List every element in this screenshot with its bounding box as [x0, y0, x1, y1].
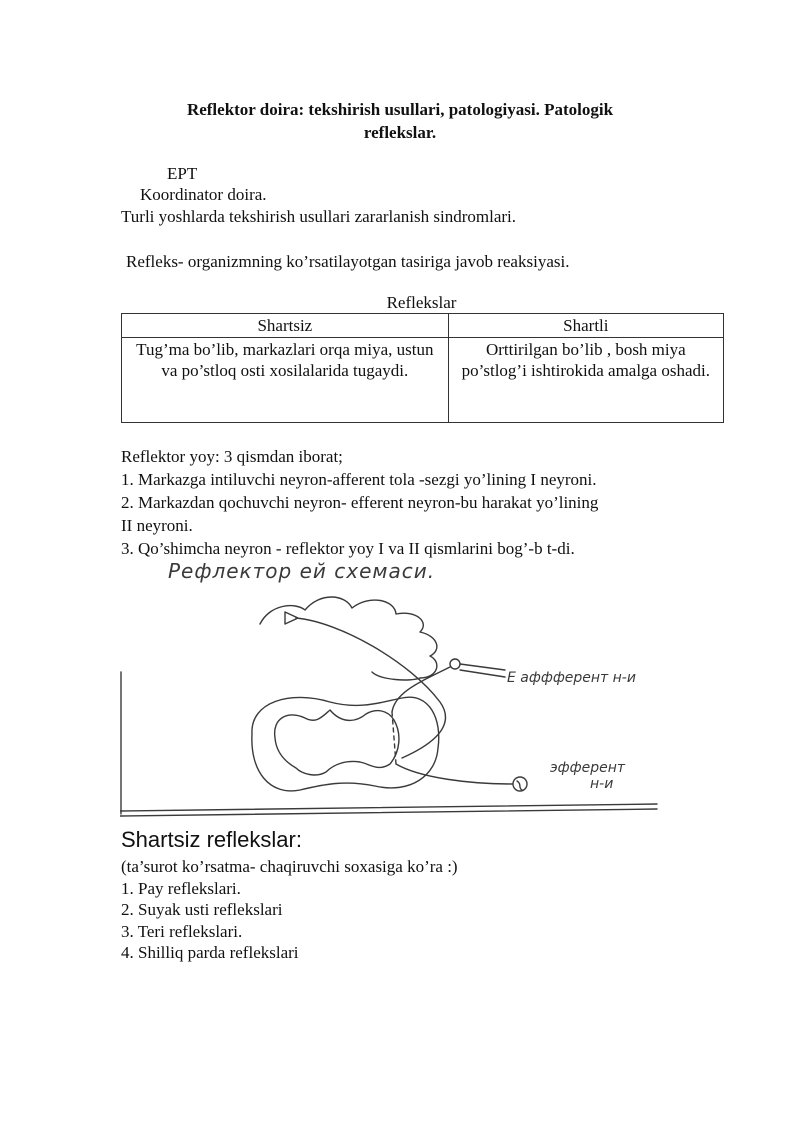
- receptor-cloud-shape: [260, 597, 437, 680]
- list-item: Reflektor yoy: 3 qismdan iborat;: [121, 447, 343, 466]
- efferent-label-line-2: н-и: [590, 776, 614, 792]
- afferent-nerve-line: [392, 667, 505, 712]
- list-item: 4. Shilliq parda reflekslari: [121, 943, 299, 962]
- reflex-table: [121, 313, 724, 423]
- table-row: [122, 338, 724, 423]
- efferent-fiber: [396, 764, 512, 784]
- list-item: II neyroni.: [121, 516, 193, 535]
- gray-matter-shape: [275, 710, 399, 775]
- page-title: [120, 98, 680, 144]
- list-item: 3. Teri reflekslari.: [121, 921, 243, 941]
- spinal-cord-outline: [252, 697, 439, 791]
- afferent-ganglion-shape: [450, 659, 460, 669]
- ept-text: EPT: [167, 164, 198, 183]
- list-item: 1. Markazga intiluvchi neyron-afferent tola -sezgi yo’lining I neyroni.: [121, 470, 597, 489]
- reflex-arc-sketch: [120, 552, 665, 824]
- table-header-shartli: Shartli: [448, 314, 723, 338]
- table-header-shartsiz: Shartsiz: [122, 314, 449, 338]
- table-caption: Reflekslar: [386, 293, 457, 312]
- koordinator-text: Koordinator doira.: [140, 185, 267, 204]
- list-item: (ta’surot ko’rsatma- chaqiruvchi soxasiga ko’ra :): [121, 857, 458, 876]
- refleks-definition: Refleks- organizmning ko’rsatilayotgan tasiriga javob reaksiyasi.: [126, 252, 570, 271]
- table-cell-shartli: Orttirilgan bo’lib , bosh miya po’stlog’i ishtirokida amalga oshadi.: [448, 338, 723, 423]
- reflex-arc-list: [121, 445, 598, 560]
- shartsiz-heading: Shartsiz reflekslar:: [121, 827, 302, 852]
- afferent-label: Е аффферент н-и: [507, 670, 636, 686]
- table-cell-shartsiz: Tug’ma bo’lib, markazlari orqa miya, ustun va po’stloq osti xosilalarida tugaydi.: [122, 338, 449, 423]
- list-item: 2. Suyak usti reflekslari: [121, 900, 283, 919]
- list-item: 1. Pay reflekslari.: [121, 878, 241, 898]
- shartsiz-list: [121, 856, 458, 964]
- page-title-line-2: reflekslar.: [363, 123, 437, 142]
- list-item: 3. Qo’shimcha neyron - reflektor yoy I va II qismlarini bog’-b t-di.: [121, 539, 575, 558]
- tekshirish-text: Turli yoshlarda tekshirish usullari zararlanish sindromlari.: [121, 207, 517, 226]
- efferent-label-line-1: эфферент: [550, 760, 626, 776]
- list-item: 2. Markazdan qochuvchi neyron- efferent neyron-bu harakat yo’lining: [121, 493, 599, 512]
- table-header-row: [122, 314, 724, 338]
- sketch-title: Рефлектор ей схемаси.: [168, 559, 436, 583]
- afferent-nerve-to-label: [460, 664, 505, 670]
- page-title-line-1: Reflektor doira: tekshirish usullari, patologiyasi. Patologik: [186, 100, 614, 119]
- afferent-fiber: [296, 618, 445, 758]
